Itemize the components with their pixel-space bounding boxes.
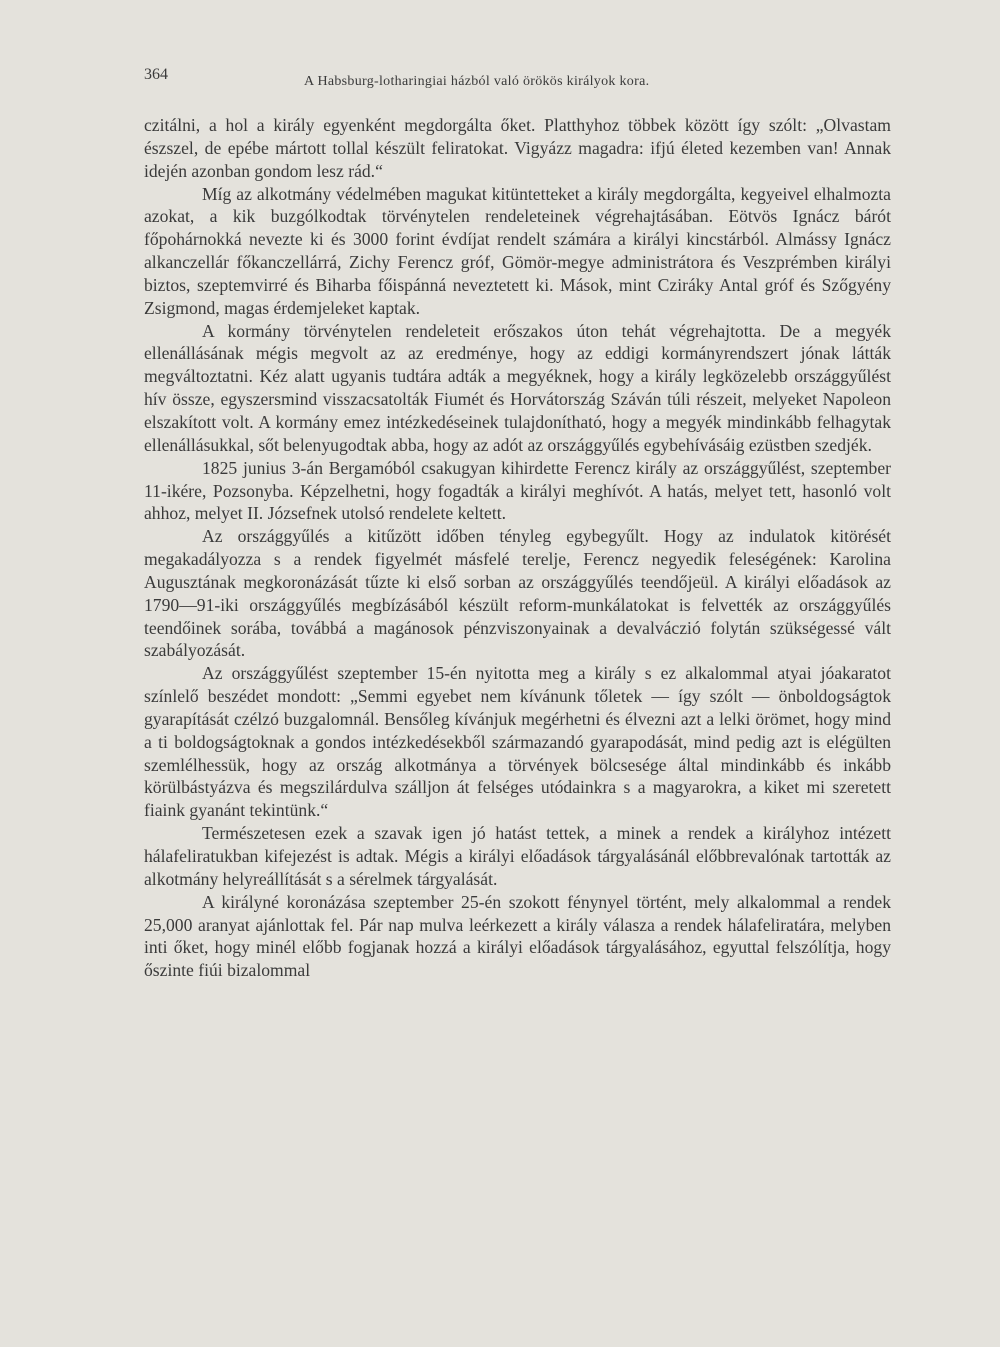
- paragraph: Természetesen ezek a szavak igen jó hatást tettek, a minek a rendek a királyhoz intézett hálafeliratukban kifejezést is adtak. Mégis a királyi előadások tárgyalásánál előbbrevalónak tartották az alkotmány helyreállítását s a sérelmek tárgyalását.: [144, 823, 891, 889]
- page-number: 364: [144, 66, 168, 83]
- paragraph: A királyné koronázása szeptember 25-én szokott fénynyel történt, mely alkalommal a rendek 25,000 aranyat ajánlottak fel. Pár nap mulva leérkezett a király válasza a rendek hálafeliratára, melyben inti őket, hogy minél előbb fogjanak hozzá a királyi előadások tárgyalásához, egyuttal felszólítja, hogy őszinte fiúi bizalommal: [144, 891, 891, 981]
- running-title: A Habsburg-lotharingiai házból való örökös királyok kora.: [304, 74, 650, 89]
- paragraph: Az országgyűlést szeptember 15-én nyitotta meg a király s ez alkalommal atyai jóakaratot színlelő beszédet mondott: „Semmi egyebet nem kívánunk tőletek — így szólt — önboldogságtok gyarapítását czélzó buzgalomnál. Bensőleg kívánjuk megérhetni és élvezni azt a lelki örömet, hogy mind a ti boldogságtoknak a gondos intézkedésekből származandó gyarapodását, mind pedig azt is elégülten szemlélhessük, hogy az ország alkotmánya a törvények bölcsesége által mindinkább és inkább körülbástyázva és megszilárdulva szálljon át felséges utódainkra s a magyarokra, a kiket mi szeretett fiaink gyanánt tekintünk.“: [144, 663, 891, 821]
- paragraph-continued: czitálni, a hol a király egyenként megdorgálta őket. Platthyhoz többek között így szólt: „Olvastam észszel, de epébe mártott tollal készült feliratokat. Vigyázz magadra: ifjú életed kezemben van! Annak idején azonban gondom lesz rád.“: [144, 115, 891, 181]
- page-header: [144, 66, 744, 96]
- paragraph: A kormány törvénytelen rendeleteit erőszakos úton tehát végrehajtotta. De a megyék ellenállásának mégis megvolt az az eredménye, hogy az eddigi kormányrendszert jónak látták megváltoztatni. Kéz alatt ugyanis tudtára adták a megyéknek, hogy a király legközelebb országgyűlést hív össze, egyszersmind visszacsatolták Fiumét és Horvátország Száván túli részeit, melyeket Napoleon elszakított volt. A kormány emez intézkedéseinek tulajdonítható, hogy a megyék mindinkább felhagytak ellenállásukkal, sőt belenyugodtak abba, hogy az adót az országgyűlés egybehívásáig ezüstben szedjék.: [144, 320, 891, 455]
- paragraph: 1825 junius 3-án Bergamóból csakugyan kihirdette Ferencz király az országgyűlést, szeptember 11-ikére, Pozsonyba. Képzelhetni, hogy fogadták a királyi meghívót. A hatás, melyet tett, hasonló volt ahhoz, melyet II. Józsefnek utolsó rendelete keltett.: [144, 457, 891, 524]
- body-text: [144, 114, 891, 982]
- paragraph: Az országgyűlés a kitűzött időben tényleg egybegyűlt. Hogy az indulatok kitörését megakadályozza s a rendek figyelmét másfelé terelje, Ferencz negyedik feleségének: Karolina Augusztának megkoronázását tűzte ki első sorban az országgyűlés teendőjeül. A királyi előadások az 1790—91-iki országgyűlés megbízásából készült reform-munkálatokat is felvették az országgyűlés teendőinek sorába, továbbá a magánosok pénzviszonyainak a devalváczió folytán szükségessé vált szabályozását.: [144, 526, 891, 661]
- paragraph: Míg az alkotmány védelmében magukat kitüntetteket a király megdorgálta, kegyeivel elhalmozta azokat, a kik buzgólkodtak törvénytelen rendeleteinek végrehajtásában. Eötvös Ignácz bárót főpohárnokká nevezte ki és 3000 forint évdíjat rendelt számára a királyi kincstárból. Almássy Ignácz alkanczellár főkanczellárrá, Zichy Ferencz gróf, Gömör-megye administrátora és Veszprémben királyi biztos, szeptemvirré és Biharba főispánná neveztetett ki. Mások, mint Cziráky Antal gróf és Szőgyény Zsigmond, magas érdemjeleket kaptak.: [144, 183, 891, 318]
